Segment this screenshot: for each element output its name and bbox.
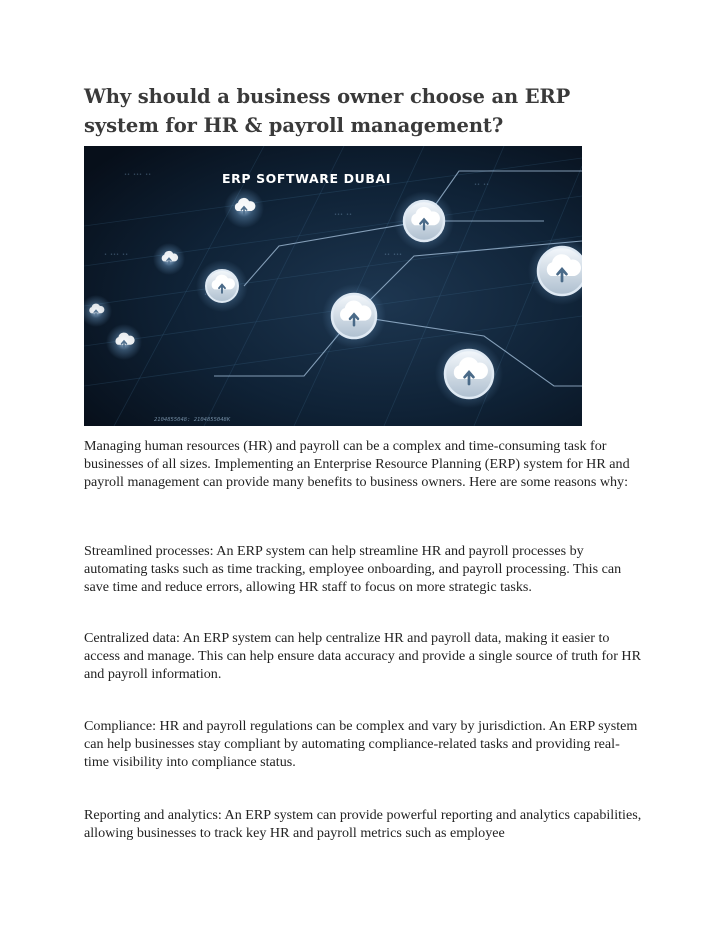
paragraph-compliance: Compliance: HR and payroll regulations can be complex and vary by jurisdiction. An ERP system can help businesses stay compliant by automating compliance-related tasks and providing real-time visibility into compliance status. [84,718,638,771]
hero-image [84,146,582,426]
hero-footer-text: 2104855048: 2104855048K [154,417,231,423]
svg-text:•• •••: •• ••• [384,252,403,258]
article-title: Why should a business owner choose an ERP system for HR & payroll management? [84,85,571,137]
paragraph-reporting-analytics: Reporting and analytics: An ERP system can provide powerful reporting and analytics capabilities, allowing businesses to track key HR and payroll metrics such as employee [84,807,642,842]
hero-caption: ERP SOFTWARE DUBAI [222,171,391,186]
paragraph-streamlined-processes: Streamlined processes: An ERP system can help streamline HR and payroll processes by automating tasks such as time tracking, employee onboarding, and payroll processing. This can save time and reduce errors, allowing HR staff to focus on more strategic tasks. [84,543,622,596]
svg-text:• ••• ••: • ••• •• [104,252,129,258]
svg-text:•• ••: •• •• [474,182,490,188]
paragraph-centralized-data: Centralized data: An ERP system can help centralize HR and payroll data, making it easier to access and manage. This can help ensure data accuracy and provide a single source of truth for HR and payroll information. [84,630,642,683]
intro-paragraph: Managing human resources (HR) and payroll can be a complex and time-consuming task for businesses of all sizes. Implementing an Enterprise Resource Planning (ERP) system for HR and payroll management can provide many benefits to business owners. Here are some reasons why: [84,438,630,491]
svg-text:•• ••• ••: •• ••• •• [124,172,152,178]
cloud-network-illustration [84,146,582,426]
svg-text:••• ••: ••• •• [334,212,353,218]
